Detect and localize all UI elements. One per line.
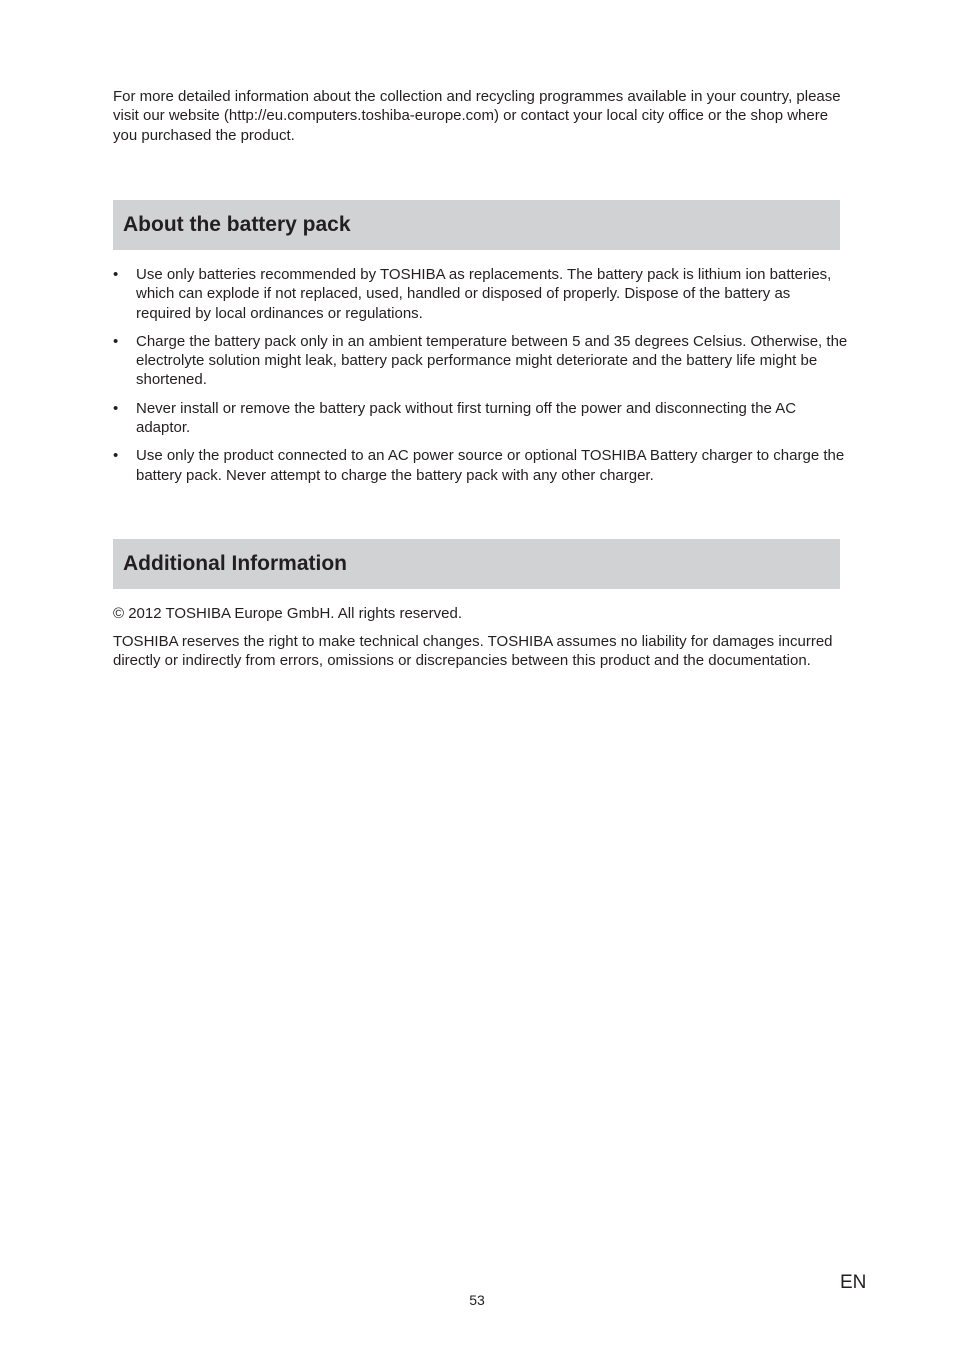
list-item (113, 446, 848, 485)
additional-section-title: Additional Information (123, 552, 347, 575)
list-item (113, 265, 848, 323)
additional-section-header (113, 539, 840, 589)
battery-bullet-list (113, 265, 848, 494)
battery-section-header (113, 200, 840, 250)
page-number: 53 (469, 1292, 485, 1308)
list-item-text: Never install or remove the battery pack without first turning off the power and disconnecting the AC adaptor. (136, 399, 797, 437)
bullet-icon: • (113, 447, 119, 465)
bullet-icon: • (113, 266, 119, 283)
list-item-text: Use only the product connected to an AC power source or optional TOSHIBA Battery charger to charge the battery pack. Never attempt to charge the battery pack with any other charger. (136, 447, 845, 484)
list-item-text: Use only batteries recommended by TOSHIBA as replacements. The battery pack is lithium ion batteries, which can explode if not replaced, used, handled or disposed of properly. Dispose of the battery as required by local ordinances or regulations. (136, 266, 832, 322)
list-item-text: Charge the battery pack only in an ambient temperature between 5 and 35 degrees Celsius. Otherwise, the electrolyte solution might leak, battery pack performance might deteriorate and the battery life might be shortened. (136, 332, 848, 389)
disclaimer-paragraph: TOSHIBA reserves the right to make technical changes. TOSHIBA assumes no liability for damages incurred directly or indirectly from errors, omissions or discrepancies between this product and the documentation. (113, 633, 833, 670)
copyright-text: © 2012 TOSHIBA Europe GmbH. All rights reserved. (113, 605, 462, 622)
battery-section-title: About the battery pack (123, 213, 351, 236)
language-label: EN (840, 1272, 867, 1293)
bullet-icon: • (113, 399, 119, 417)
intro-paragraph: For more detailed information about the collection and recycling programmes available in your country, please visit our website (http://eu.computers.toshiba-europe.com) or contact your local city office or the shop where you purchased the product. (113, 88, 841, 144)
list-item (113, 399, 848, 438)
list-item (113, 332, 848, 390)
bullet-icon: • (113, 332, 119, 350)
